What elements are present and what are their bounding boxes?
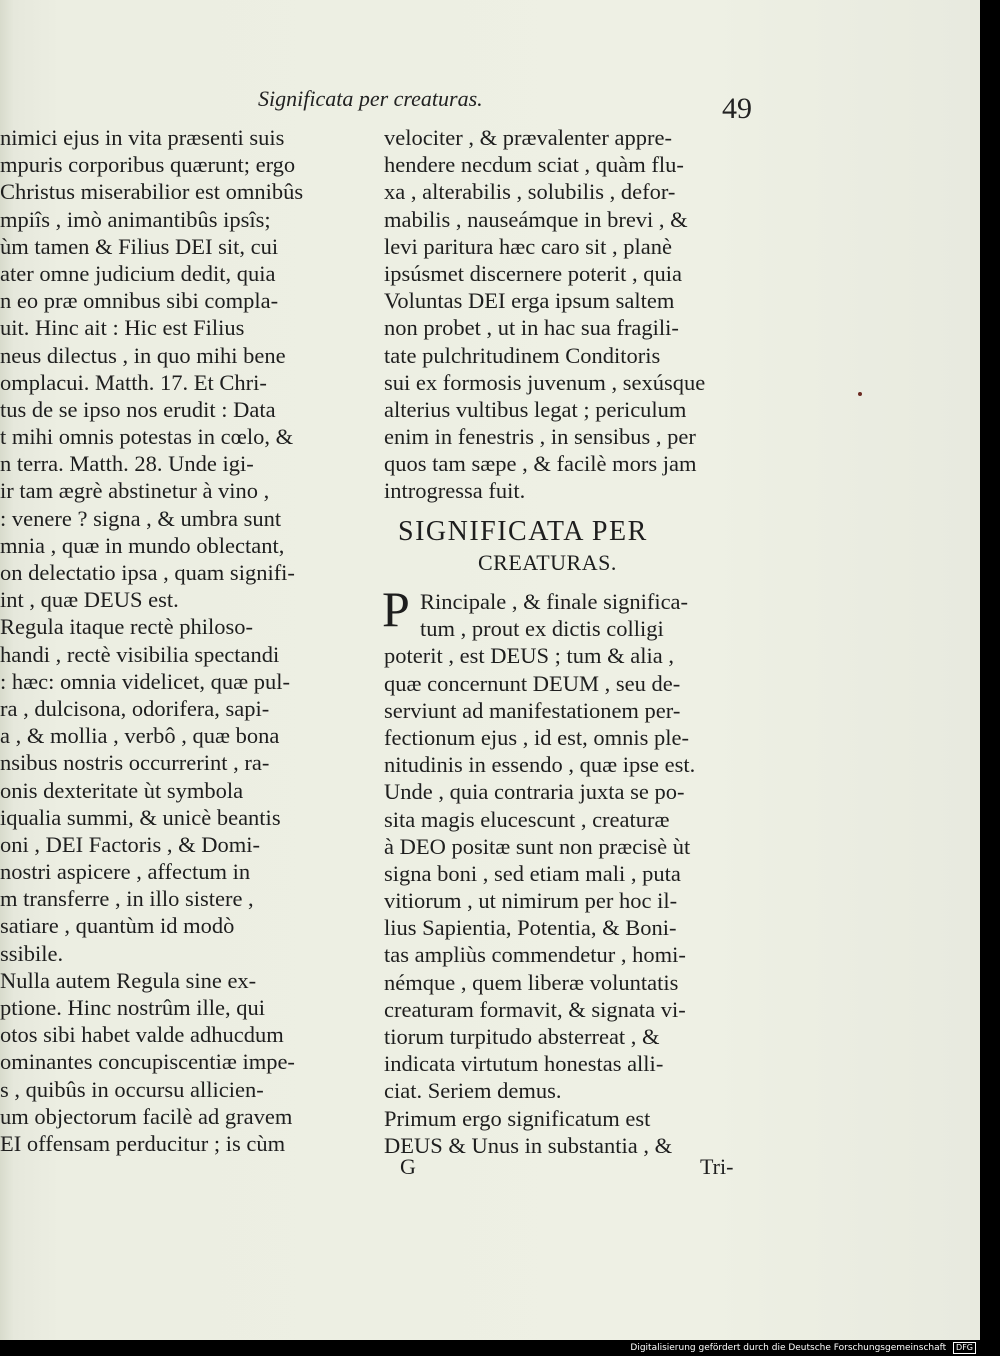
text-line: ptione. Hinc nostrûm ille, qui — [0, 995, 265, 1020]
text-line: m transferre , in illo sistere , — [0, 886, 254, 912]
page-number: 49 — [722, 92, 752, 125]
text-line: n eo præ omnibus sibi compla- — [0, 288, 279, 314]
text-line: mpiîs , imò animantibûs ipsîs; — [0, 206, 271, 232]
text-line: fectionum ejus , id est, omnis ple- — [384, 724, 689, 750]
text-line: ciat. Seriem demus. — [384, 1078, 562, 1104]
text-line: quos tam sæpe , & facilè mors jam — [384, 451, 697, 477]
text-line: nsibus nostris occurrerint , ra- — [0, 750, 270, 776]
section-heading: SIGNIFICATA PER — [398, 516, 648, 547]
section-subheading: CREATURAS. — [478, 550, 617, 575]
text-line: levi paritura hæc caro sit , planè — [384, 233, 673, 259]
text-line: t mihi omnis potestas in cœlo, & — [0, 424, 294, 450]
footer-text: Digitalisierung gefördert durch die Deutsche Forschungsgemeinschaft — [630, 1343, 947, 1353]
text-line: ssibile. — [0, 940, 64, 966]
text-line: quæ concernunt DEUM , seu de- — [384, 670, 681, 696]
running-head: Significata per creaturas. — [258, 86, 483, 111]
text-line: s , quibûs in occursu allicien- — [0, 1076, 264, 1102]
text-line: ipsúsmet discernere poterit , quia — [384, 260, 683, 286]
text-line: satiare , quantùm id modò — [0, 913, 235, 939]
text-line: Christus miserabilior est omnibûs — [0, 179, 304, 205]
text-line: on delectatio ipsa , quam signifi- — [0, 560, 295, 585]
text-line: ominantes concupiscentiæ impe- — [0, 1049, 295, 1075]
text-line: sita magis elucescunt , creaturæ — [384, 806, 670, 832]
text-line: nimici ejus in vita præsenti suis — [0, 125, 285, 150]
text-line: otos sibi habet valde adhucdum — [0, 1022, 284, 1048]
text-line: alterius vultibus legat ; periculum — [384, 396, 687, 422]
text-line: tus de se ipso nos erudit : Data — [0, 396, 276, 422]
text-line: hendere necdum sciat , quàm flu- — [384, 152, 684, 178]
text-line: ùm tamen & Filius DEI sit, cui — [0, 233, 279, 259]
text-line: tum , prout ex dictis colligi — [420, 616, 664, 642]
ink-speck — [858, 392, 862, 396]
text-line: oni , DEI Factoris , & Domi- — [0, 831, 260, 857]
text-line: onis dexteritate ùt symbola — [0, 777, 244, 803]
text-line: handi , rectè visibilia spectandi — [0, 641, 280, 667]
footer-credit — [630, 1340, 976, 1356]
text-line: omplacui. Matth. 17. Et Chri- — [0, 369, 267, 395]
text-line: poterit , est DEUS ; tum & alia , — [384, 643, 674, 669]
text-line: xa , alterabilis , solubilis , defor- — [384, 179, 676, 205]
text-line: mabilis , nauseámque in brevi , & — [384, 206, 688, 232]
text-line: Voluntas DEI erga ipsum saltem — [384, 288, 675, 314]
text-line: : hæc: omnia videlicet, quæ pul- — [0, 668, 290, 694]
text-line: enim in fenestris , in sensibus , per — [384, 424, 696, 450]
text-line: lius Sapientia, Potentia, & Boni- — [384, 915, 677, 941]
text-line: nitudinis in essendo , quæ ipse est. — [384, 752, 696, 778]
text-line: : venere ? signa , & umbra sunt — [0, 505, 282, 531]
text-line: Nulla autem Regula sine ex- — [0, 967, 257, 993]
text-line: iqualia summi, & unicè beantis — [0, 804, 281, 830]
text-line: int , quæ DEUS est. — [0, 587, 179, 613]
signature-mark: G — [400, 1154, 416, 1179]
text-line: Unde , quia contraria juxta se po- — [384, 779, 685, 805]
text-line: velociter , & prævalenter appre- — [384, 125, 672, 150]
text-line: vitiorum , ut nimirum per hoc il- — [384, 888, 678, 914]
text-line: ir tam ægrè abstinetur à vino , — [0, 478, 270, 504]
text-line: nostri aspicere , affectum in — [0, 859, 251, 885]
text-line: tiorum turpitudo absterreat , & — [384, 1024, 660, 1049]
text-line: ra , dulcisona, odorifera, sapi- — [0, 695, 270, 721]
dfg-logo-icon: DFG — [953, 1342, 976, 1354]
text-line: serviunt ad manifestationem per- — [384, 697, 681, 723]
text-line: EI offensam perducitur ; is cùm — [0, 1130, 286, 1156]
text-line: signa boni , sed etiam mali , puta — [384, 860, 681, 886]
text-line: introgressa fuit. — [384, 478, 526, 504]
text-line: a , & mollia , verbô , quæ bona — [0, 723, 280, 749]
text-line: indicata virtutum honestas alli- — [384, 1051, 664, 1077]
text-line: némque , quem liberæ voluntatis — [384, 969, 679, 995]
text-line: n terra. Matth. 28. Unde igi- — [0, 451, 254, 477]
text-line: DEUS & Unus in substantia , & — [384, 1132, 673, 1158]
text-line: neus dilectus , in quo mihi bene — [0, 342, 286, 368]
text-line: Primum ergo significatum est — [384, 1105, 651, 1131]
catchword: Tri- — [700, 1154, 734, 1179]
text-line: tas ampliùs commendetur , homi- — [384, 942, 686, 968]
text-line: Regula itaque rectè philoso- — [0, 614, 254, 640]
text-line: uit. Hinc ait : Hic est Filius — [0, 315, 245, 341]
text-line: à DEO positæ sunt non præcisè ùt — [384, 833, 691, 859]
text-line: sui ex formosis juvenum , sexúsque — [384, 369, 706, 395]
text-line: non probet , ut in hac sua fragili- — [384, 315, 679, 341]
text-line: Rincipale , & finale significa- — [420, 589, 689, 614]
text-line: tate pulchritudinem Conditoris — [384, 342, 661, 368]
right-column-body — [384, 588, 756, 1159]
right-column-top — [384, 124, 756, 505]
text-line: mpuris corporibus quærunt; ergo — [0, 152, 296, 178]
drop-cap: P — [382, 581, 410, 637]
text-line: ater omne judicium dedit, quia — [0, 260, 276, 286]
text-line: um objectorum facilè ad gravem — [0, 1103, 293, 1129]
text-line: mnia , quæ in mundo oblectant, — [0, 532, 285, 558]
left-column — [0, 124, 358, 1157]
text-line: creaturam formavit, & signata vi- — [384, 996, 686, 1022]
